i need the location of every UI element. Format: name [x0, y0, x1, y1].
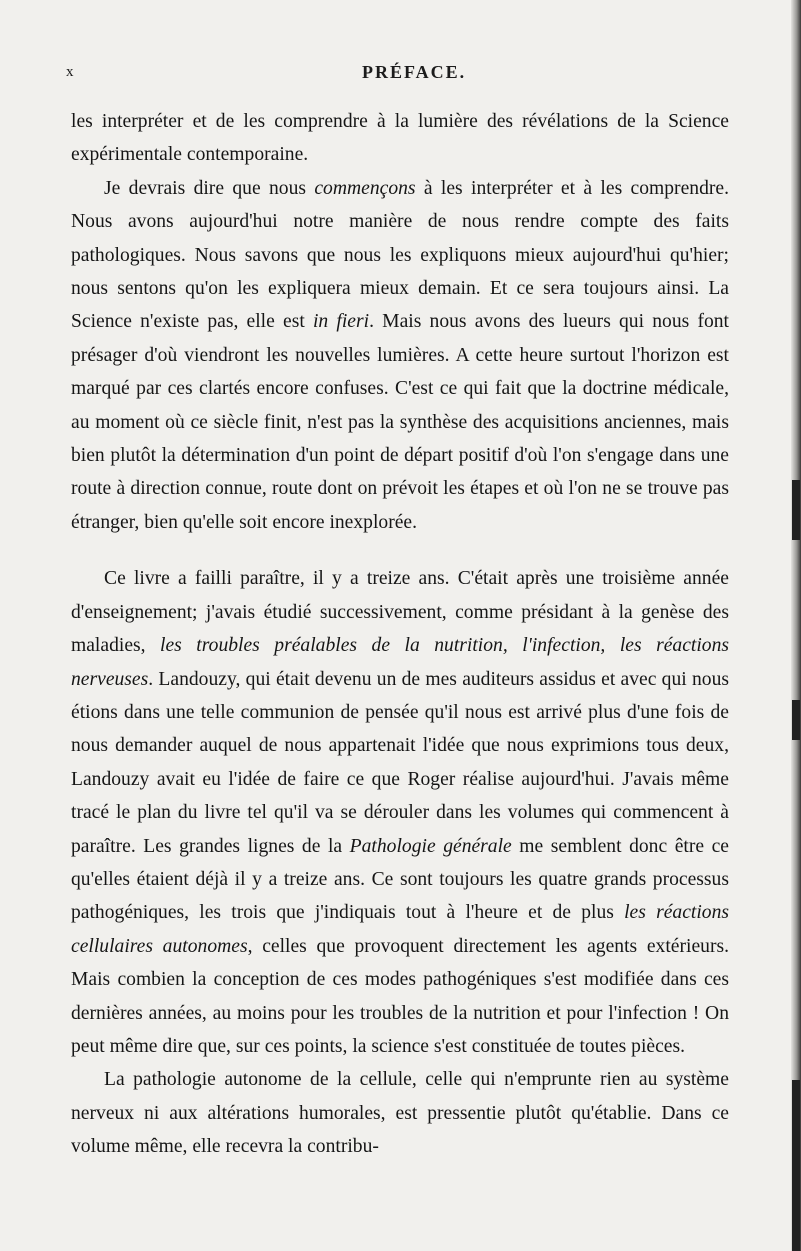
italic-segment: les réactions cellulaires autonomes [71, 902, 729, 957]
paragraph-1 [71, 105, 729, 172]
text-segment: Je devrais dire que nous [104, 177, 315, 199]
text-segment: Ce livre a failli paraître, il y a treize ans. C'était après une troisième année d'enseignement; j'avais étudié successivement, comme présidant à la genèse des maladies, [71, 568, 729, 657]
italic-segment: in fieri [312, 311, 370, 333]
text-segment: . Mais nous avons des lueurs qui nous font présager d'où viendront les nouvelles lumières. A cette heure surtout l'horizon est marqué par ces clartés encore confuses. C'est ce qui fait que la doctrine médicale, au moment où ce siècle finit, n'est pas la synthèse des acquisitions anciennes, mais bien plutôt la détermination d'un point de départ positif d'où l'on s'engage dans une route à direction connue, route dont on prévoit les étapes et où l'on ne se trouve pas étranger, bien qu'elle soit encore inexplorée. [71, 311, 730, 533]
page-number: x [66, 64, 75, 80]
edge-mark [792, 1080, 800, 1251]
body-text [71, 105, 729, 1164]
italic-segment: commençons [314, 177, 416, 199]
text-segment: les interpréter et de les comprendre à la lumière des révélations de la Science expérimentale contemporaine. [71, 111, 729, 166]
italic-segment: Pathologie générale [349, 835, 512, 857]
paragraph-4 [71, 1063, 729, 1163]
running-head: PRÉFACE. [362, 62, 467, 82]
text-segment: me semblent donc être ce qu'elles étaient déjà il y a treize ans. Ce sont toujours les quatre grands processus pathogéniques, les trois que j'indiquais tout à l'heure et de plus [71, 835, 729, 924]
paragraph-2 [71, 172, 729, 539]
paragraph-3 [71, 562, 729, 1063]
text-segment: à les interpréter et à les comprendre. Nous avons aujourd'hui notre manière de nous rendre compte des faits pathologiques. Nous savons que nous les expliquons mieux aujourd'hui qu'hier; nous sentons qu'on les expliquera mieux demain. Et ce sera toujours ainsi. La Science n'existe pas, elle est [71, 177, 729, 333]
page-header [0, 64, 801, 92]
text-segment: . Landouzy, qui était devenu un de mes auditeurs assidus et avec qui nous étions dans une telle communion de pensée qu'il nous est arrivé plus d'une fois de nous demander auquel de nous appartenait l'idée que nous exprimions tous deux, Landouzy avait eu l'idée de faire ce que Roger réalise aujourd'hui. J'avais même tracé le plan du livre tel qu'il va se dérouler dans les volumes qui commencent à paraître. Les grandes lignes de la [71, 668, 729, 857]
italic-segment: les troubles préalables de la nutrition, l'infection, les réactions nerveuses [71, 635, 730, 690]
edge-mark [792, 700, 800, 740]
text-segment: , celles que provoquent directement les agents extérieurs. Mais combien la conception de ces modes pathogéniques s'est modifiée dans ces dernières années, au moins pour les troubles de la nutrition et pour l'infection ! On peut même dire que, sur ces points, la science s'est constituée de toutes pièces. [71, 935, 729, 1057]
edge-mark [792, 480, 800, 540]
text-segment: La pathologie autonome de la cellule, celle qui n'emprunte rien au système nerveux ni aux altérations humorales, est pressentie plutôt qu'établie. Dans ce volume même, elle recevra la contribu- [71, 1069, 729, 1158]
page-edge-shadow [791, 0, 801, 1251]
